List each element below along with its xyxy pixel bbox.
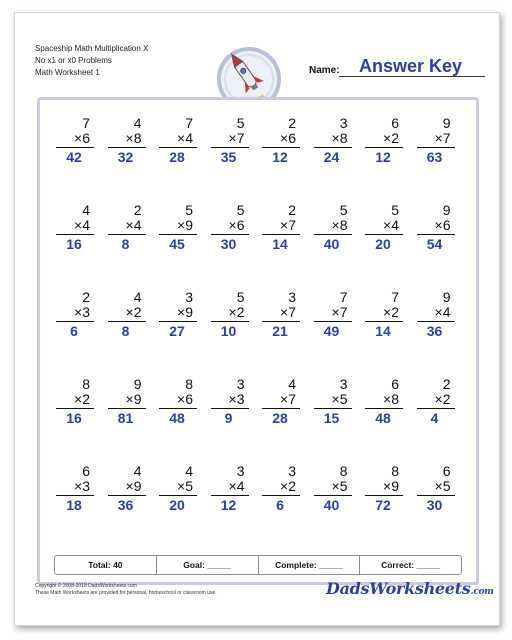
answer: 72 [375, 497, 391, 513]
answer-rule [159, 321, 197, 322]
multiplicand: 6 [82, 463, 90, 479]
problem [312, 203, 352, 252]
answer: 28 [169, 149, 185, 165]
answer: 16 [66, 236, 82, 252]
answer: 81 [117, 410, 134, 426]
problem [157, 464, 197, 513]
answer-rule [314, 321, 352, 322]
worksheet-title: Spaceship Math Multiplication X [35, 44, 149, 53]
multiplier: ×6 [74, 130, 90, 146]
multiplicand: 4 [185, 463, 193, 479]
answer: 40 [323, 236, 340, 252]
multiplier: ×8 [383, 391, 399, 407]
answer: 30 [426, 497, 443, 513]
multiplier: ×5 [177, 478, 193, 494]
answer: 40 [323, 497, 340, 513]
problem [106, 290, 146, 339]
answer: 20 [375, 236, 391, 252]
multiplier: ×4 [125, 217, 142, 233]
multiplicand: 5 [391, 202, 399, 218]
multiplier: ×2 [383, 304, 399, 320]
answer: 16 [66, 410, 82, 426]
answer-rule [211, 321, 249, 322]
problem [260, 464, 300, 513]
brand-logo [326, 579, 493, 598]
answer-rule [262, 147, 300, 148]
problem [209, 290, 249, 339]
multiplier: ×7 [280, 304, 296, 320]
answer: 6 [276, 497, 284, 513]
multiplicand: 5 [339, 202, 348, 218]
brand-name: DadsWorksheets [326, 579, 471, 598]
problem [157, 377, 197, 426]
multiplier: ×7 [228, 130, 245, 146]
multiplier: ×6 [177, 391, 193, 407]
total-cell: Total: 40 [88, 560, 123, 570]
multiplier: ×4 [434, 304, 451, 320]
answer-rule [314, 234, 352, 235]
answer-rule [159, 495, 197, 496]
multiplicand: 2 [133, 202, 142, 218]
multiplicand: 4 [82, 202, 90, 218]
complete-cell[interactable]: Complete: _____ [258, 556, 360, 574]
multiplicand: 3 [288, 463, 296, 479]
problem [157, 203, 197, 252]
answer-rule [417, 234, 455, 235]
score-footer [54, 555, 462, 575]
answer-rule [108, 408, 146, 409]
multiplier: ×6 [228, 217, 245, 233]
multiplicand: 6 [391, 115, 399, 131]
answer: 8 [121, 323, 130, 339]
multiplier: ×4 [228, 478, 245, 494]
problem [312, 377, 352, 426]
multiplicand: 9 [442, 289, 451, 305]
answer: 36 [426, 323, 443, 339]
answer-rule [365, 147, 403, 148]
answer-rule [365, 495, 403, 496]
problem [209, 203, 249, 252]
multiplicand: 9 [133, 376, 142, 392]
multiplier: ×4 [177, 130, 193, 146]
multiplicand: 2 [288, 115, 296, 131]
answer: 28 [272, 410, 288, 426]
multiplicand: 3 [185, 289, 193, 305]
problem [209, 464, 249, 513]
multiplicand: 3 [288, 289, 296, 305]
problem [54, 203, 94, 252]
answer: 36 [117, 497, 134, 513]
problems-panel [37, 97, 479, 585]
answer-rule [417, 495, 455, 496]
multiplicand: 2 [288, 202, 296, 218]
answer: 20 [169, 497, 185, 513]
problem [415, 377, 455, 426]
answer-rule [365, 321, 403, 322]
multiplicand: 2 [82, 289, 90, 305]
answer-rule [211, 147, 249, 148]
answer-rule [211, 495, 249, 496]
answer-rule [108, 321, 146, 322]
multiplicand: 6 [442, 463, 451, 479]
multiplier: ×4 [383, 217, 399, 233]
answer-key-title: Answer Key [359, 56, 463, 76]
answer-rule [417, 408, 455, 409]
answer-rule [262, 495, 300, 496]
multiplier: ×8 [125, 130, 142, 146]
problem [363, 203, 403, 252]
answer: 49 [323, 323, 340, 339]
multiplicand: 5 [236, 289, 245, 305]
multiplier: ×2 [280, 478, 296, 494]
worksheet-heading [35, 43, 148, 79]
correct-cell[interactable]: Correct: _____ [359, 556, 461, 574]
answer-rule [211, 408, 249, 409]
answer-rule [56, 495, 94, 496]
answer-rule [108, 495, 146, 496]
answer: 27 [169, 323, 185, 339]
answer: 32 [117, 149, 134, 165]
multiplicand: 3 [236, 376, 245, 392]
multiplier: ×3 [74, 304, 90, 320]
answer: 63 [426, 149, 443, 165]
answer: 42 [66, 149, 82, 165]
answer: 8 [121, 236, 130, 252]
answer-rule [56, 234, 94, 235]
problem [106, 377, 146, 426]
problem [54, 116, 94, 165]
multiplier: ×2 [228, 304, 245, 320]
answer-rule [314, 408, 352, 409]
copyright-line: Copyright © 2008-2018 DadsWorksheets.com [35, 583, 137, 589]
worksheet-subtitle: No x1 or x0 Problems [35, 56, 112, 65]
multiplier: ×9 [177, 304, 193, 320]
usage-line: These Math Worksheets are provided for personal, homeschool or classroom use. [35, 590, 217, 596]
answer: 12 [272, 149, 288, 165]
multiplicand: 7 [185, 115, 193, 131]
problem [106, 203, 146, 252]
goal-cell[interactable]: Goal: _____ [156, 556, 258, 574]
problem [312, 290, 352, 339]
multiplicand: 3 [236, 463, 245, 479]
answer: 12 [375, 149, 391, 165]
multiplier: ×9 [177, 217, 193, 233]
answer: 30 [220, 236, 237, 252]
answer: 12 [220, 497, 237, 513]
problem [106, 464, 146, 513]
answer-rule [56, 321, 94, 322]
multiplier: ×2 [125, 304, 142, 320]
name-label: Name: [309, 65, 340, 76]
answer-rule [262, 321, 300, 322]
problem [415, 290, 455, 339]
problem [54, 290, 94, 339]
answer: 48 [375, 410, 391, 426]
multiplier: ×7 [280, 217, 296, 233]
answer-rule [262, 234, 300, 235]
multiplicand: 7 [391, 289, 399, 305]
multiplicand: 8 [391, 463, 399, 479]
multiplier: ×9 [383, 478, 399, 494]
multiplier: ×3 [228, 391, 245, 407]
copyright-text [35, 583, 217, 597]
multiplier: ×6 [434, 217, 451, 233]
multiplicand: 9 [442, 115, 451, 131]
answer-rule [417, 321, 455, 322]
multiplier: ×8 [331, 217, 348, 233]
problem [415, 203, 455, 252]
problem [312, 464, 352, 513]
multiplicand: 4 [133, 463, 142, 479]
worksheet-page [14, 12, 500, 626]
answer-rule [365, 234, 403, 235]
multiplier: ×5 [331, 478, 348, 494]
multiplier: ×7 [280, 391, 296, 407]
problem [157, 290, 197, 339]
multiplier: ×8 [331, 130, 348, 146]
multiplicand: 5 [236, 115, 245, 131]
problem [363, 116, 403, 165]
answer-rule [159, 234, 197, 235]
problem [415, 116, 455, 165]
problem [209, 377, 249, 426]
answer-rule [314, 147, 352, 148]
brand-suffix: .com [470, 587, 494, 597]
multiplier: ×2 [434, 391, 451, 407]
problem-grid [40, 112, 476, 552]
answer: 10 [220, 323, 237, 339]
answer: 9 [224, 410, 233, 426]
problem [260, 377, 300, 426]
multiplier: ×6 [280, 130, 296, 146]
answer-rule [365, 408, 403, 409]
problem [363, 290, 403, 339]
multiplicand: 5 [185, 202, 193, 218]
answer-rule [56, 408, 94, 409]
problem [209, 116, 249, 165]
multiplicand: 9 [442, 202, 451, 218]
multiplier: ×5 [331, 391, 348, 407]
problem [363, 464, 403, 513]
multiplier: ×9 [125, 478, 142, 494]
answer: 21 [272, 323, 288, 339]
answer-rule [417, 147, 455, 148]
problem [54, 464, 94, 513]
multiplier: ×9 [125, 391, 142, 407]
multiplier: ×7 [331, 304, 348, 320]
multiplier: ×4 [74, 217, 90, 233]
answer-rule [108, 234, 146, 235]
answer: 15 [323, 410, 340, 426]
answer: 54 [426, 236, 443, 252]
answer-rule [159, 408, 197, 409]
answer: 14 [375, 323, 391, 339]
multiplicand: 4 [133, 115, 142, 131]
problem [363, 377, 403, 426]
multiplicand: 4 [288, 376, 296, 392]
multiplicand: 5 [236, 202, 245, 218]
multiplicand: 8 [185, 376, 193, 392]
problem [260, 290, 300, 339]
answer: 35 [220, 149, 237, 165]
multiplier: ×5 [434, 478, 451, 494]
multiplicand: 3 [339, 115, 348, 131]
problem [260, 203, 300, 252]
multiplicand: 6 [391, 376, 399, 392]
problem [54, 377, 94, 426]
answer: 24 [323, 149, 340, 165]
multiplicand: 4 [133, 289, 142, 305]
multiplicand: 3 [339, 376, 348, 392]
answer: 6 [70, 323, 78, 339]
answer: 14 [272, 236, 288, 252]
multiplier: ×2 [383, 130, 399, 146]
multiplier: ×3 [74, 478, 90, 494]
multiplicand: 8 [82, 376, 90, 392]
problem [106, 116, 146, 165]
answer-rule [56, 147, 94, 148]
answer: 18 [66, 497, 82, 513]
problem [260, 116, 300, 165]
problem [312, 116, 352, 165]
problem [157, 116, 197, 165]
answer: 45 [169, 236, 185, 252]
answer: 48 [169, 410, 185, 426]
problem [415, 464, 455, 513]
multiplicand: 7 [82, 115, 90, 131]
answer-rule [314, 495, 352, 496]
answer-rule [108, 147, 146, 148]
multiplier: ×7 [434, 130, 451, 146]
name-area [309, 56, 489, 78]
answer: 4 [430, 410, 439, 426]
answer-rule [211, 234, 249, 235]
worksheet-number: Math Worksheet 1 [35, 68, 100, 77]
multiplicand: 2 [442, 376, 451, 392]
answer-rule [262, 408, 300, 409]
multiplier: ×2 [74, 391, 90, 407]
answer-rule [159, 147, 197, 148]
multiplicand: 8 [339, 463, 348, 479]
multiplicand: 7 [339, 289, 348, 305]
